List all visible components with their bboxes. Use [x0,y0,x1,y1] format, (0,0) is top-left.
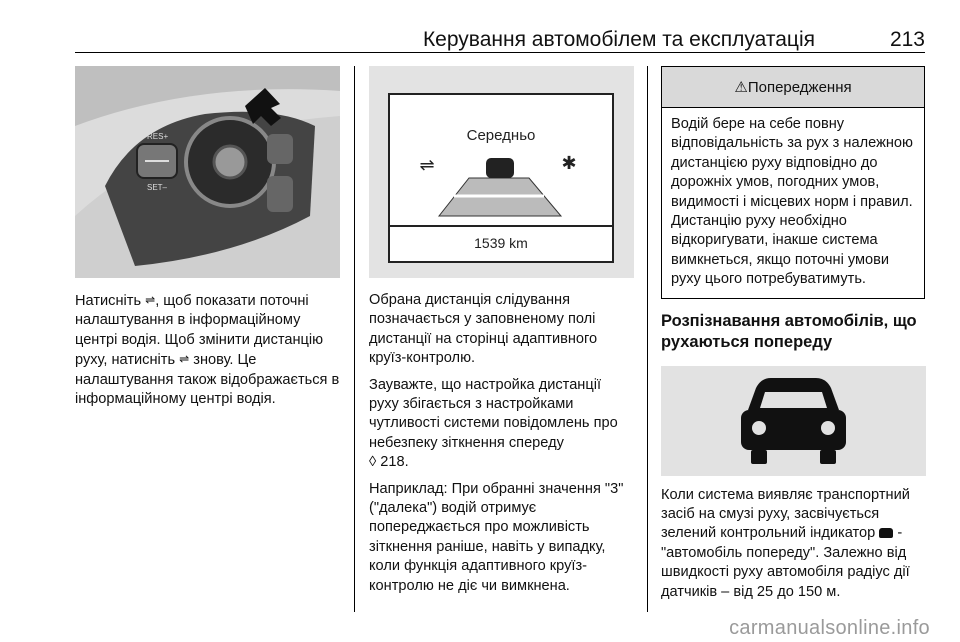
steering-wheel-figure [75,66,340,278]
display-title: Середньо [466,127,536,144]
distance-icon: ⇌ [419,155,435,175]
col1-text-c: знову. Це налаштування також відображається в інформаційному центрі водія. [75,352,340,408]
vehicle-ahead-illustration [661,366,926,476]
warning-box [661,66,925,299]
page-number: 213 [889,28,925,51]
page-ref-link[interactable]: 218. [380,454,409,471]
collision-alert-icon: ✱ [561,153,577,173]
page-header [75,22,925,52]
section-heading: Розпізнавання автомобілів, що рухаються попереду [661,311,917,351]
steering-wheel-illustration [75,66,340,278]
warning-title: Попередження [747,78,852,96]
col2-p2-text: Зауважте, що настройка дистанції руху збігається з настройками чутливості системи повідомлень про небезпеку зіткнення спереду [369,376,618,451]
col3-text-a: Коли система виявляє транспортний засіб на смузі руху, засвічується зелений контрольний індикатор [661,486,910,542]
display-illustration [369,66,634,278]
col2-paragraph-3: Наприклад: При обранні значення "3" ("далека") водій отримує попереджається про можливість зіткнення раніше, навіть у випадку, коли функція адаптивного круїз-контролю не діє чи вимкнена. [369,480,624,594]
col2-paragraph-2 [369,376,634,473]
col1-text-b: , щоб показати поточні налаштування в інформаційному центрі водія. Щоб змінити дистанцію руху, натисніть [75,293,324,369]
vehicle-ahead-figure [661,366,926,476]
distance-setting-icon: ⇌ [145,293,156,307]
warning-text: Водій бере на себе повну відповідальність за рух з належною дистанцією руху відповідно до дорожніх умов, погодних умов, видимості і місцевих норм і правил. Дистанцію руху необхідно відкоригувати, інакше система вимкнеться, якщо поточні умови руху цього потребуватимуть. [671,116,913,288]
page-header-title: Керування автомобілем та експлуатація [422,28,815,51]
warning-icon: ⚠ [734,79,748,96]
set-minus-label: SET– [147,183,168,192]
column-divider-1 [354,66,355,612]
col2-paragraph-1: Обрана дистанція слідування позначається у заповненому полі дистанції на сторінці адаптивного круїз-контролю. [369,292,598,367]
odometer-readout: 1539 km [474,235,528,251]
driver-display-figure [369,66,634,278]
col1-paragraph [75,291,340,409]
distance-setting-icon: ⇌ [179,352,190,367]
warning-header [662,67,924,108]
watermark: carmanualsonline.info [729,617,930,639]
col3-paragraph [661,486,926,602]
column-3 [661,66,926,602]
col3-text-b: - "автомобіль попереду". Залежно від швидкості руху автомобіля радіус дії датчиків – від 25 до 150 м. [661,525,910,600]
column-1 [75,66,340,409]
col1-text-a: Натисніть [75,293,142,309]
column-divider-2 [647,66,648,612]
car-icon [879,528,893,538]
column-2 [369,66,634,596]
res-plus-label: RES+ [147,132,169,141]
page-ref-arrow-icon: ◊ [369,454,377,471]
header-rule [75,52,925,53]
